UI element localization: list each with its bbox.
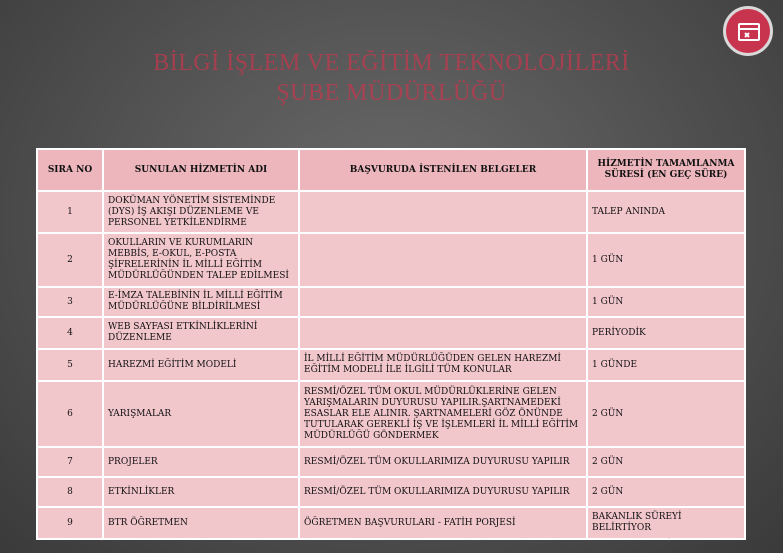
- page-number-mark: .: [668, 532, 671, 541]
- service-table: [36, 148, 746, 540]
- cell-service-name: HAREZMİ EĞİTİM MODELİ: [103, 349, 299, 381]
- cell-duration: 2 GÜN: [587, 381, 745, 447]
- cell-duration: PERİYODİK: [587, 317, 745, 349]
- cell-documents: [299, 317, 587, 349]
- table-row: [37, 191, 745, 233]
- cell-service-name: OKULLARIN VE KURUMLARIN MEBBİS, E-OKUL, E-POSTA ŞİFRELERİNİN İL MİLLİ EĞİTİM MÜDÜRLÜĞÜNDEN TALEP EDİLMESİ: [103, 233, 299, 287]
- cell-duration: 2 GÜN: [587, 447, 745, 477]
- cell-documents: ÖĞRETMEN BAŞVURULARI - FATİH PORJESİ: [299, 507, 587, 539]
- page-title: [0, 48, 783, 108]
- table-row: [37, 447, 745, 477]
- title-line-2: ŞUBE MÜDÜRLÜĞÜ: [276, 80, 507, 106]
- table-row: [37, 317, 745, 349]
- cell-sira-no: 5: [37, 349, 103, 381]
- cell-duration: TALEP ANINDA: [587, 191, 745, 233]
- header-service-name: SUNULAN HİZMETİN ADI: [103, 149, 299, 191]
- cell-service-name: E-İMZA TALEBİNİN İL MİLLİ EĞİTİM MÜDÜRLÜĞÜNE BİLDİRİLMESİ: [103, 287, 299, 317]
- cell-service-name: WEB SAYFASI ETKİNLİKLERİNİ DÜZENLEME: [103, 317, 299, 349]
- cell-documents: İL MİLLİ EĞİTİM MÜDÜRLÜĞÜDEN GELEN HAREZMİ EĞİTİM MODELİ İLE İLGİLİ TÜM KONULAR: [299, 349, 587, 381]
- cell-sira-no: 9: [37, 507, 103, 539]
- header-duration: HİZMETİN TAMAMLANMA SÜRESİ (EN GEÇ SÜRE): [587, 149, 745, 191]
- header-sira-no: SIRA NO: [37, 149, 103, 191]
- cell-duration: 1 GÜN: [587, 233, 745, 287]
- cell-sira-no: 1: [37, 191, 103, 233]
- table-header-row: [37, 149, 745, 191]
- title-line-1: BİLGİ İŞLEM VE EĞİTİM TEKNOLOJİLERİ: [153, 50, 630, 76]
- cell-documents: RESMİ/ÖZEL TÜM OKUL MÜDÜRLÜKLERİNE GELEN YARIŞMALARIN DUYURUSU YAPILIR.ŞARTNAMEDEKİ ESASLAR ELE ALINIR. ŞARTNAMELERİ GÖZ ÖNÜNDE TUTULARAK GEREKLİ İŞ VE İŞLEMLERİ İL MİLLİ EĞİTİM MÜDÜRLÜĞÜ GÖNDERMEK: [299, 381, 587, 447]
- cell-sira-no: 7: [37, 447, 103, 477]
- cell-duration: 2 GÜN: [587, 477, 745, 507]
- cell-service-name: YARIŞMALAR: [103, 381, 299, 447]
- cell-sira-no: 4: [37, 317, 103, 349]
- cell-documents: [299, 191, 587, 233]
- cell-documents: [299, 233, 587, 287]
- cell-service-name: DOKÜMAN YÖNETİM SİSTEMİNDE (DYS) İŞ AKIŞI DÜZENLEME VE PERSONEL YETKİLENDİRME: [103, 191, 299, 233]
- cell-duration: 1 GÜN: [587, 287, 745, 317]
- cell-service-name: BTR ÖĞRETMEN: [103, 507, 299, 539]
- table-row: [37, 233, 745, 287]
- cell-service-name: PROJELER: [103, 447, 299, 477]
- table-row: [37, 507, 745, 539]
- cell-documents: RESMİ/ÖZEL TÜM OKULLARIMIZA DUYURUSU YAPILIR: [299, 447, 587, 477]
- table-row: [37, 477, 745, 507]
- cell-service-name: ETKİNLİKLER: [103, 477, 299, 507]
- cell-documents: [299, 287, 587, 317]
- cell-sira-no: 8: [37, 477, 103, 507]
- cell-documents: RESMİ/ÖZEL TÜM OKULLARIMIZA DUYURUSU YAPILIR: [299, 477, 587, 507]
- cell-sira-no: 2: [37, 233, 103, 287]
- table-row: [37, 349, 745, 381]
- table-row: [37, 287, 745, 317]
- cell-duration: 1 GÜNDE: [587, 349, 745, 381]
- header-documents: BAŞVURUDA İSTENİLEN BELGELER: [299, 149, 587, 191]
- cell-sira-no: 3: [37, 287, 103, 317]
- cell-sira-no: 6: [37, 381, 103, 447]
- table-row: [37, 381, 745, 447]
- cell-duration: BAKANLIK SÜREYİ BELİRTİYOR: [587, 507, 745, 539]
